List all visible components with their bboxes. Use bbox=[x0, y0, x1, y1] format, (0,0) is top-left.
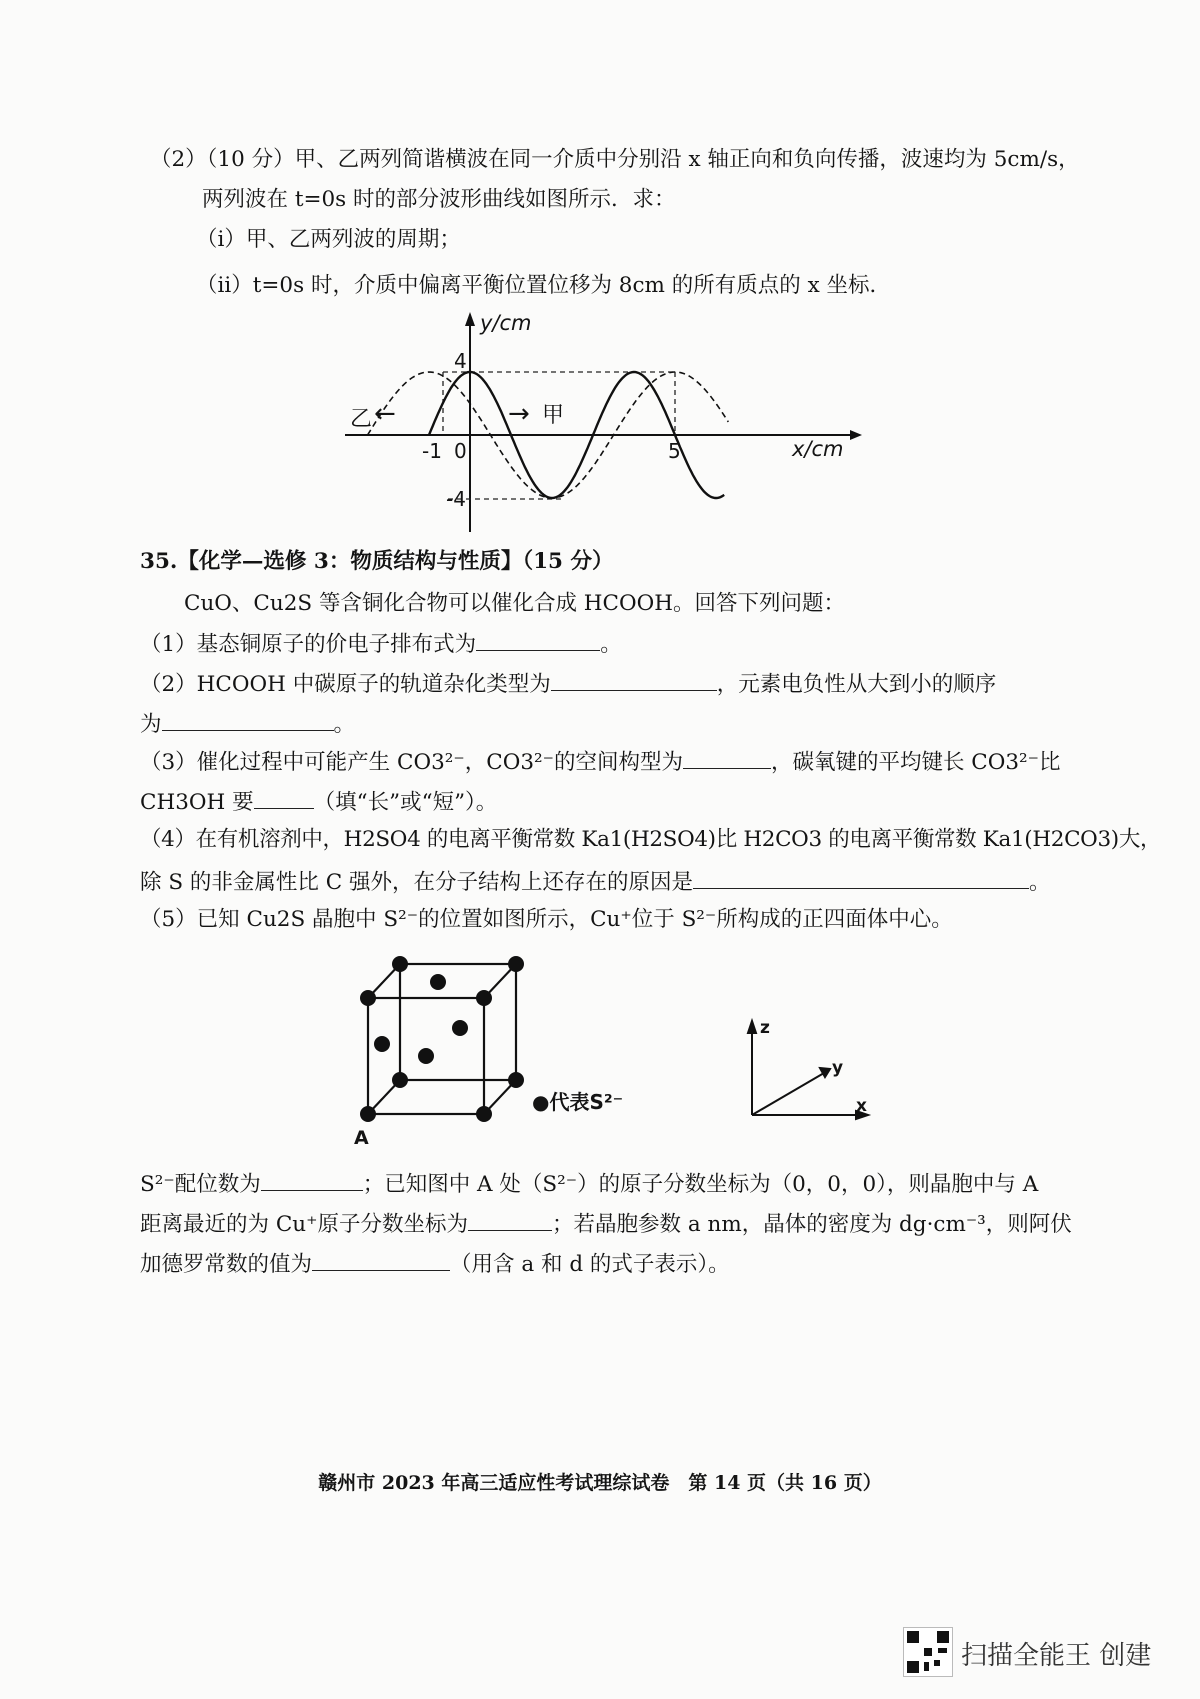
chem-q3-cont-text: CH3OH 要 bbox=[140, 790, 254, 815]
page-footer: 赣州市 2023 年高三适应性考试理综试卷 第 14 页（共 16 页） bbox=[318, 1472, 882, 1494]
chem-q4-end: 。 bbox=[1029, 870, 1051, 895]
chem-q4: （4）在有机溶剂中，H2SO4 的电离平衡常数 Ka1(H2SO4)比 H2CO3 的电离平衡常数 Ka1(H2CO3)大， bbox=[140, 827, 1162, 852]
axis-label-x: x bbox=[856, 1096, 867, 1116]
chem-q1-end: 。 bbox=[600, 632, 622, 657]
tick-x-neg1: -1 bbox=[422, 439, 442, 463]
scanner-watermark bbox=[903, 1627, 1163, 1677]
tick-y-bottom: -4 bbox=[446, 487, 466, 511]
label-jia: 甲 bbox=[542, 403, 565, 428]
coordinate-axes bbox=[740, 1015, 900, 1135]
chem-q5-line3a: 加德罗常数的值为 bbox=[140, 1252, 313, 1277]
s2-ion bbox=[508, 956, 524, 972]
cell-corner-label-A: A bbox=[354, 1127, 369, 1149]
answer-blank-q3b[interactable] bbox=[254, 786, 314, 809]
s2-ion bbox=[430, 974, 446, 990]
chem-q2 bbox=[140, 668, 996, 699]
x-axis-arrow bbox=[850, 430, 862, 440]
chem-q3-mid: ，碳氧键的平均键长 CO3²⁻比 bbox=[770, 750, 1061, 775]
chem-q2-mid: ，元素电负性从大到小的顺序 bbox=[716, 672, 997, 697]
s2-ion bbox=[360, 990, 376, 1006]
axis-label-y: y bbox=[832, 1058, 844, 1078]
chem-q2-end: 。 bbox=[333, 712, 356, 737]
answer-blank-q1[interactable] bbox=[476, 628, 600, 651]
x-axis-label: x/cm bbox=[792, 437, 844, 461]
s2-ion bbox=[508, 1072, 524, 1088]
chem-q5-line2 bbox=[140, 1208, 1072, 1239]
answer-blank-q5b[interactable] bbox=[468, 1208, 552, 1231]
physics-q2-line2: 两列波在 t=0s 时的部分波形曲线如图所示．求： bbox=[202, 187, 676, 212]
scanner-watermark-text: 扫描全能王 创建 bbox=[961, 1641, 1152, 1671]
tick-x-5: 5 bbox=[668, 439, 681, 463]
chem-q5-line2a: 距离最近的为 Cu⁺原子分数坐标为 bbox=[140, 1212, 468, 1237]
chem-q4-cont-text: 除 S 的非金属性比 C 强外，在分子结构上还存在的原因是 bbox=[140, 870, 694, 895]
chem-q2-cont-text: 为 bbox=[140, 712, 162, 737]
arrow-jia: → bbox=[508, 399, 530, 429]
s2-ion bbox=[392, 956, 408, 972]
chem-q5: （5）已知 Cu2S 晶胞中 S²⁻的位置如图所示，Cu⁺位于 S²⁻所构成的正四面体中心。 bbox=[140, 907, 953, 932]
axis-label-z: z bbox=[760, 1018, 770, 1038]
label-yi: 乙 bbox=[350, 407, 373, 432]
chem-q5-line1 bbox=[140, 1168, 1038, 1199]
s2-ion bbox=[476, 990, 492, 1006]
answer-blank-q4[interactable] bbox=[693, 866, 1029, 889]
chem-q1 bbox=[140, 628, 622, 659]
y-axis-arrow bbox=[465, 312, 475, 326]
cell-legend: ●代表S²⁻ bbox=[532, 1090, 624, 1114]
physics-q2-part-ii: （ii）t=0s 时，介质中偏离平衡位置位移为 8cm 的所有质点的 x 坐标． bbox=[196, 273, 892, 298]
chem-q3-text: （3）催化过程中可能产生 CO3²⁻，CO3²⁻的空间构型为 bbox=[140, 750, 683, 775]
chem-q3 bbox=[140, 746, 1061, 777]
chem-q3-cont bbox=[140, 786, 497, 817]
chem-q5-line2b: ；若晶胞参数 a nm，晶体的密度为 dg·cm⁻³，则阿伏 bbox=[551, 1212, 1072, 1237]
chem-heading: 35.【化学—选修 3：物质结构与性质】（15 分） bbox=[140, 549, 614, 574]
chem-q4-cont bbox=[140, 866, 1051, 897]
s2-ion bbox=[374, 1036, 390, 1052]
chem-q5-line3b: （用含 a 和 d 的式子表示）。 bbox=[450, 1252, 730, 1277]
chem-q1-text: （1）基态铜原子的价电子排布式为 bbox=[140, 632, 477, 657]
crystal-cell-figure bbox=[350, 950, 650, 1160]
chem-q2-cont bbox=[140, 708, 355, 739]
qr-code-icon bbox=[903, 1627, 953, 1677]
tick-y-top: 4 bbox=[454, 349, 467, 373]
chem-q2-text: （2）HCOOH 中碳原子的轨道杂化类型为 bbox=[140, 672, 551, 697]
physics-q2-part-i: （i）甲、乙两列波的周期； bbox=[196, 227, 461, 252]
chem-q5-line3 bbox=[140, 1248, 730, 1279]
wave-graph bbox=[330, 300, 870, 540]
physics-q2-line1: （2）（10 分）甲、乙两列简谐横波在同一介质中分别沿 x 轴正向和负向传播，波速均为 5cm/s， bbox=[150, 147, 1080, 172]
s2-ion bbox=[418, 1048, 434, 1064]
chem-q5-line1a: S²⁻配位数为 bbox=[140, 1172, 261, 1197]
answer-blank-q5a[interactable] bbox=[261, 1168, 363, 1191]
y-axis-label: y/cm bbox=[480, 311, 532, 335]
s2-ion bbox=[360, 1106, 376, 1122]
s2-ion bbox=[476, 1106, 492, 1122]
chem-q5-line1b: ；已知图中 A 处（S²⁻）的原子分数坐标为（0，0，0），则晶胞中与 A bbox=[362, 1172, 1039, 1197]
chem-intro: CuO、Cu2S 等含铜化合物可以催化合成 HCOOH。回答下列问题： bbox=[184, 591, 846, 616]
s2-ion bbox=[452, 1020, 468, 1036]
answer-blank-q3a[interactable] bbox=[683, 746, 771, 769]
answer-blank-q5c[interactable] bbox=[312, 1248, 450, 1271]
answer-blank-q2a[interactable] bbox=[551, 668, 717, 691]
tick-origin: 0 bbox=[454, 439, 467, 463]
s2-ion bbox=[392, 1072, 408, 1088]
answer-blank-q2b[interactable] bbox=[162, 708, 334, 731]
chem-q3-end: （填“长”或“短”）。 bbox=[313, 790, 498, 815]
arrow-yi: ← bbox=[374, 399, 396, 429]
